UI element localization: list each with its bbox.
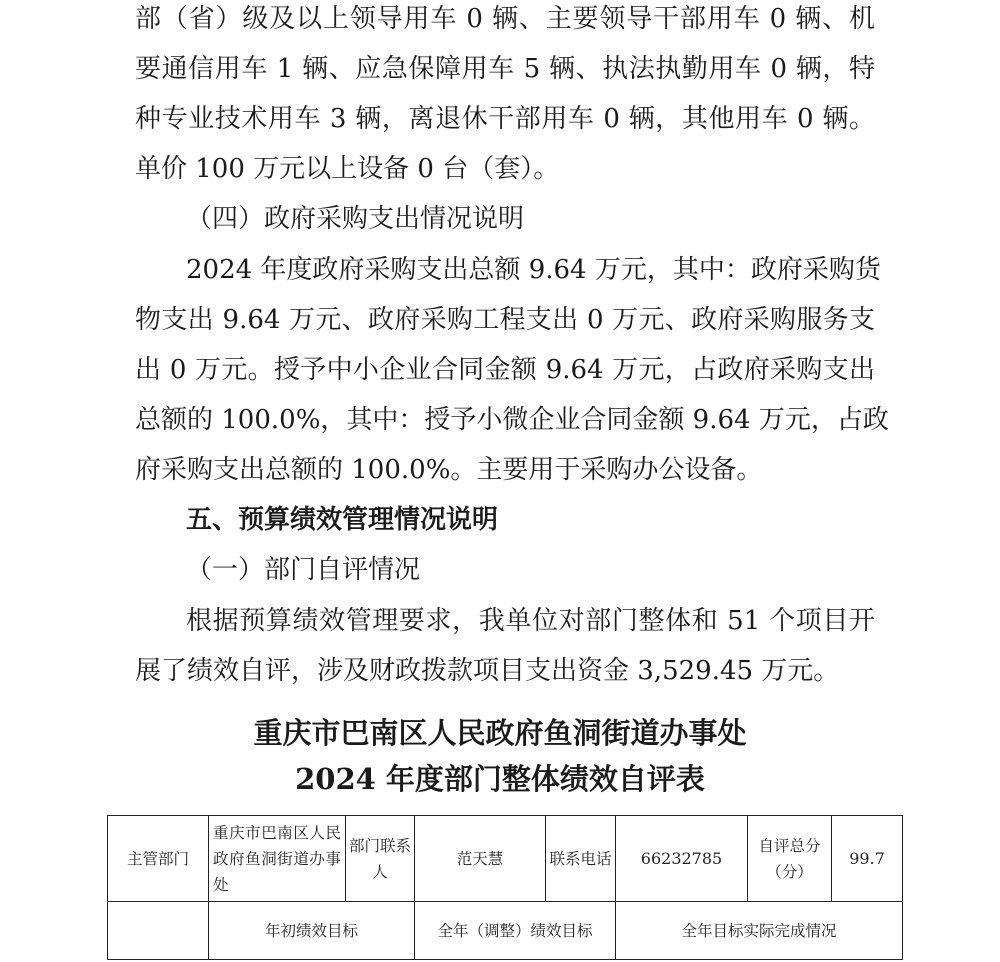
procurement-paragraph-line-5: 府采购支出总额的 100.0%。主要用于采购办公设备。	[135, 455, 763, 485]
table-title-line-2: 2024 年度部门整体绩效自评表	[295, 762, 705, 796]
score-value-cell: 99.7	[832, 816, 903, 902]
vehicle-paragraph-line-1: 部（省）级及以上领导用车 0 辆、主要领导干部用车 0 辆、机	[135, 4, 875, 34]
vehicle-paragraph-line-4: 单价 100 万元以上设备 0 台（套）。	[135, 154, 560, 184]
section-five-heading: 五、预算绩效管理情况说明	[186, 505, 499, 535]
performance-evaluation-table	[107, 815, 903, 960]
score-label-cell: 自评总分（分）	[748, 816, 832, 902]
procurement-paragraph-line-4: 总额的 100.0%，其中：授予小微企业合同金额 9.64 万元，占政	[135, 405, 889, 435]
evaluation-paragraph-line-2: 展了绩效自评，涉及财政拨款项目支出资金 3,529.45 万元。	[135, 656, 840, 686]
procurement-paragraph-line-3: 出 0 万元。授予中小企业合同金额 9.64 万元，占政府采购支出	[135, 355, 875, 385]
self-evaluation-subheading: （一）部门自评情况	[186, 555, 421, 585]
vehicle-paragraph-line-3: 种专业技术用车 3 辆，离退休干部用车 0 辆，其他用车 0 辆。	[135, 104, 875, 134]
table-goal-header-row	[108, 902, 903, 960]
phone-value-cell: 66232785	[616, 816, 748, 902]
actual-completion-header: 全年目标实际完成情况	[616, 902, 903, 960]
contact-value-cell: 范天慧	[415, 816, 546, 902]
procurement-paragraph-line-2: 物支出 9.64 万元、政府采购工程支出 0 万元、政府采购服务支	[135, 305, 875, 335]
vehicle-paragraph-line-2: 要通信用车 1 辆、应急保障用车 5 辆、执法执勤用车 0 辆，特	[135, 54, 875, 84]
adjusted-goal-header: 全年（调整）绩效目标	[415, 902, 616, 960]
evaluation-paragraph-line-1: 根据预算绩效管理要求，我单位对部门整体和 51 个项目开	[186, 606, 875, 636]
phone-label-cell: 联系电话	[546, 816, 616, 902]
procurement-subheading: （四）政府采购支出情况说明	[186, 204, 525, 234]
table-header-row	[108, 816, 903, 902]
contact-label-cell: 部门联系人	[346, 816, 415, 902]
empty-corner-cell	[108, 902, 209, 960]
initial-goal-header: 年初绩效目标	[209, 902, 415, 960]
procurement-paragraph-line-1: 2024 年度政府采购支出总额 9.64 万元，其中：政府采购货	[186, 255, 881, 285]
table-title-line-1: 重庆市巴南区人民政府鱼洞街道办事处	[253, 716, 747, 750]
dept-value-cell: 重庆市巴南区人民政府鱼洞街道办事处	[209, 816, 346, 902]
dept-label-cell: 主管部门	[108, 816, 209, 902]
